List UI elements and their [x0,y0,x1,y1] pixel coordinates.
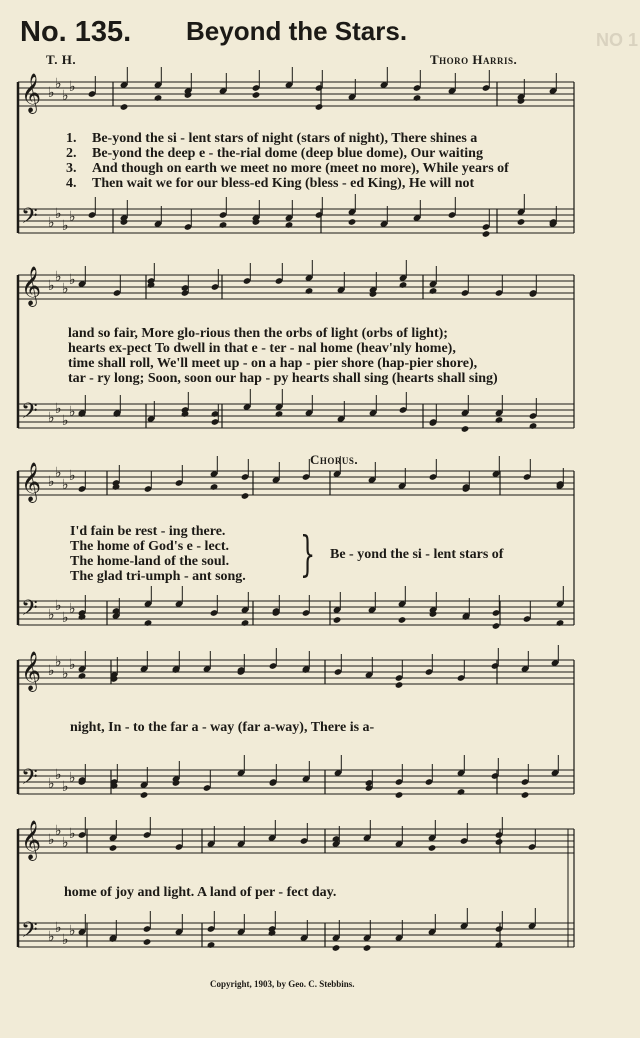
music-credit: Thoro Harris. [430,52,518,67]
system2-lyrics [68,326,498,386]
verse-line: 2. Be-yond the deep e - the-rial dome (deep blue dome), Our waiting [66,146,483,161]
note-head [529,422,538,430]
note-head [210,483,219,491]
flat-icon: ♭ [69,657,76,673]
flat-icon: ♭ [55,767,62,783]
note-head [492,622,501,630]
note-head [305,287,314,295]
flat-icon: ♭ [48,410,55,426]
note-head [275,410,284,418]
flat-icon: ♭ [55,465,62,481]
words-credit: T. H. [46,52,77,67]
flat-icon: ♭ [69,79,76,95]
verse-line: tar - ry long; Soon, soon our hap - py hearts shall sing (hearts shall sing) [68,371,498,386]
note-head [154,94,163,102]
flat-icon: ♭ [48,474,55,490]
note-head [521,791,530,799]
note-head [285,221,294,229]
note-head [252,91,261,99]
note-head [398,616,407,624]
note-head [332,944,341,952]
system4-lyrics: night, In - to the far a - way (far a-way), There is a- [70,720,375,735]
flat-icon: ♭ [62,835,69,851]
note-head [143,938,152,946]
flat-icon: ♭ [62,610,69,626]
flat-icon: ♭ [55,401,62,417]
note-head [363,944,372,952]
note-head [495,838,504,846]
verse-line: 4. Then wait we for our bless-ed King (bless - ed King), He will not [66,176,475,191]
flat-icon: ♭ [62,413,69,429]
verse-line: hearts ex-pect To dwell in that e - ter - nal home (heav'nly home), [68,341,456,356]
note-head [461,425,470,433]
note-head [207,941,216,949]
treble-clef-icon: 𝄞 [21,820,42,860]
flat-icon: ♭ [55,598,62,614]
system1-lyrics [66,131,509,191]
bass-clef-icon: 𝄢 [21,399,38,429]
chorus-label: Chorus. [310,452,359,467]
flat-icon: ♭ [48,832,55,848]
system5-lyrics: home of joy and light. A land of per - fect day. [64,885,337,900]
hymn-number: No. 135. [20,16,132,48]
treble-clef-icon: 𝄞 [21,462,42,502]
note-head [495,416,504,424]
note-head [140,791,149,799]
flat-icon: ♭ [62,779,69,795]
flat-icon: ♭ [48,278,55,294]
note-head [429,287,438,295]
verse-line: 1. Be-yond the si - lent stars of night (stars of night), There shines a [66,131,478,146]
flat-icon: ♭ [62,666,69,682]
flat-icon: ♭ [69,404,76,420]
note-head [395,791,404,799]
note-head [315,103,324,111]
note-head [428,844,437,852]
flat-icon: ♭ [69,209,76,225]
note-head [241,492,250,500]
note-head [219,221,228,229]
flat-icon: ♭ [48,663,55,679]
flat-icon: ♭ [62,281,69,297]
note-head [395,681,404,689]
chorus-refrain-line: Be - yond the si - lent stars of [330,547,504,562]
note-head [120,103,129,111]
flat-icon: ♭ [55,920,62,936]
verse-line: time shall roll, We'll meet up - on a hap - pier shore (hap-pier shore), [68,356,478,371]
note-head [482,230,491,238]
note-head [556,619,565,627]
note-head [457,788,466,796]
flat-icon: ♭ [48,929,55,945]
treble-clef-icon: 𝄞 [21,266,42,306]
bass-clef-icon: 𝄢 [21,596,38,626]
note-head [78,672,87,680]
chorus-lyrics [70,524,246,584]
note-head [495,941,504,949]
note-head [399,281,408,289]
chorus-line: I'd fain be rest - ing there. [70,524,226,539]
flat-icon: ♭ [69,468,76,484]
chorus-line: The glad tri-umph - ant song. [70,569,246,584]
hymn-title: Beyond the Stars. [186,16,408,46]
note-head [241,619,250,627]
flat-icon: ♭ [69,770,76,786]
flat-icon: ♭ [55,76,62,92]
flat-icon: ♭ [62,477,69,493]
flat-icon: ♭ [69,826,76,842]
flat-icon: ♭ [55,269,62,285]
treble-clef-icon: 𝄞 [21,651,42,691]
flat-icon: ♭ [48,607,55,623]
note-head [517,218,526,226]
flat-icon: ♭ [69,272,76,288]
flat-icon: ♭ [69,923,76,939]
treble-clef-icon: 𝄞 [21,73,42,113]
flat-icon: ♭ [48,85,55,101]
bass-clef-icon: 𝄢 [21,765,38,795]
bleed-through-mark: NO 1 [596,30,639,50]
flat-icon: ♭ [69,601,76,617]
flat-icon: ♭ [48,215,55,231]
note-head [348,218,357,226]
copyright-notice: Copyright, 1903, by Geo. C. Stebbins. [210,979,355,989]
verse-line: land so fair, More glo-rious then the orbs of light (orbs of light); [68,326,448,341]
flat-icon: ♭ [55,206,62,222]
flat-icon: ♭ [62,218,69,234]
note-head [109,844,118,852]
bass-clef-icon: 𝄢 [21,918,38,948]
flat-icon: ♭ [55,654,62,670]
flat-icon: ♭ [48,776,55,792]
bass-clef-icon: 𝄢 [21,204,38,234]
note-head [413,94,422,102]
lyrics-brace: } [300,526,316,582]
flat-icon: ♭ [62,932,69,948]
note-head [333,616,342,624]
flat-icon: ♭ [55,823,62,839]
chorus-line: The home of God's e - lect. [70,539,230,554]
chorus-line: The home-land of the soul. [70,554,230,569]
verse-line: 3. And though on earth we meet no more (meet no more), While years of [66,161,509,176]
flat-icon: ♭ [62,88,69,104]
note-head [144,619,153,627]
